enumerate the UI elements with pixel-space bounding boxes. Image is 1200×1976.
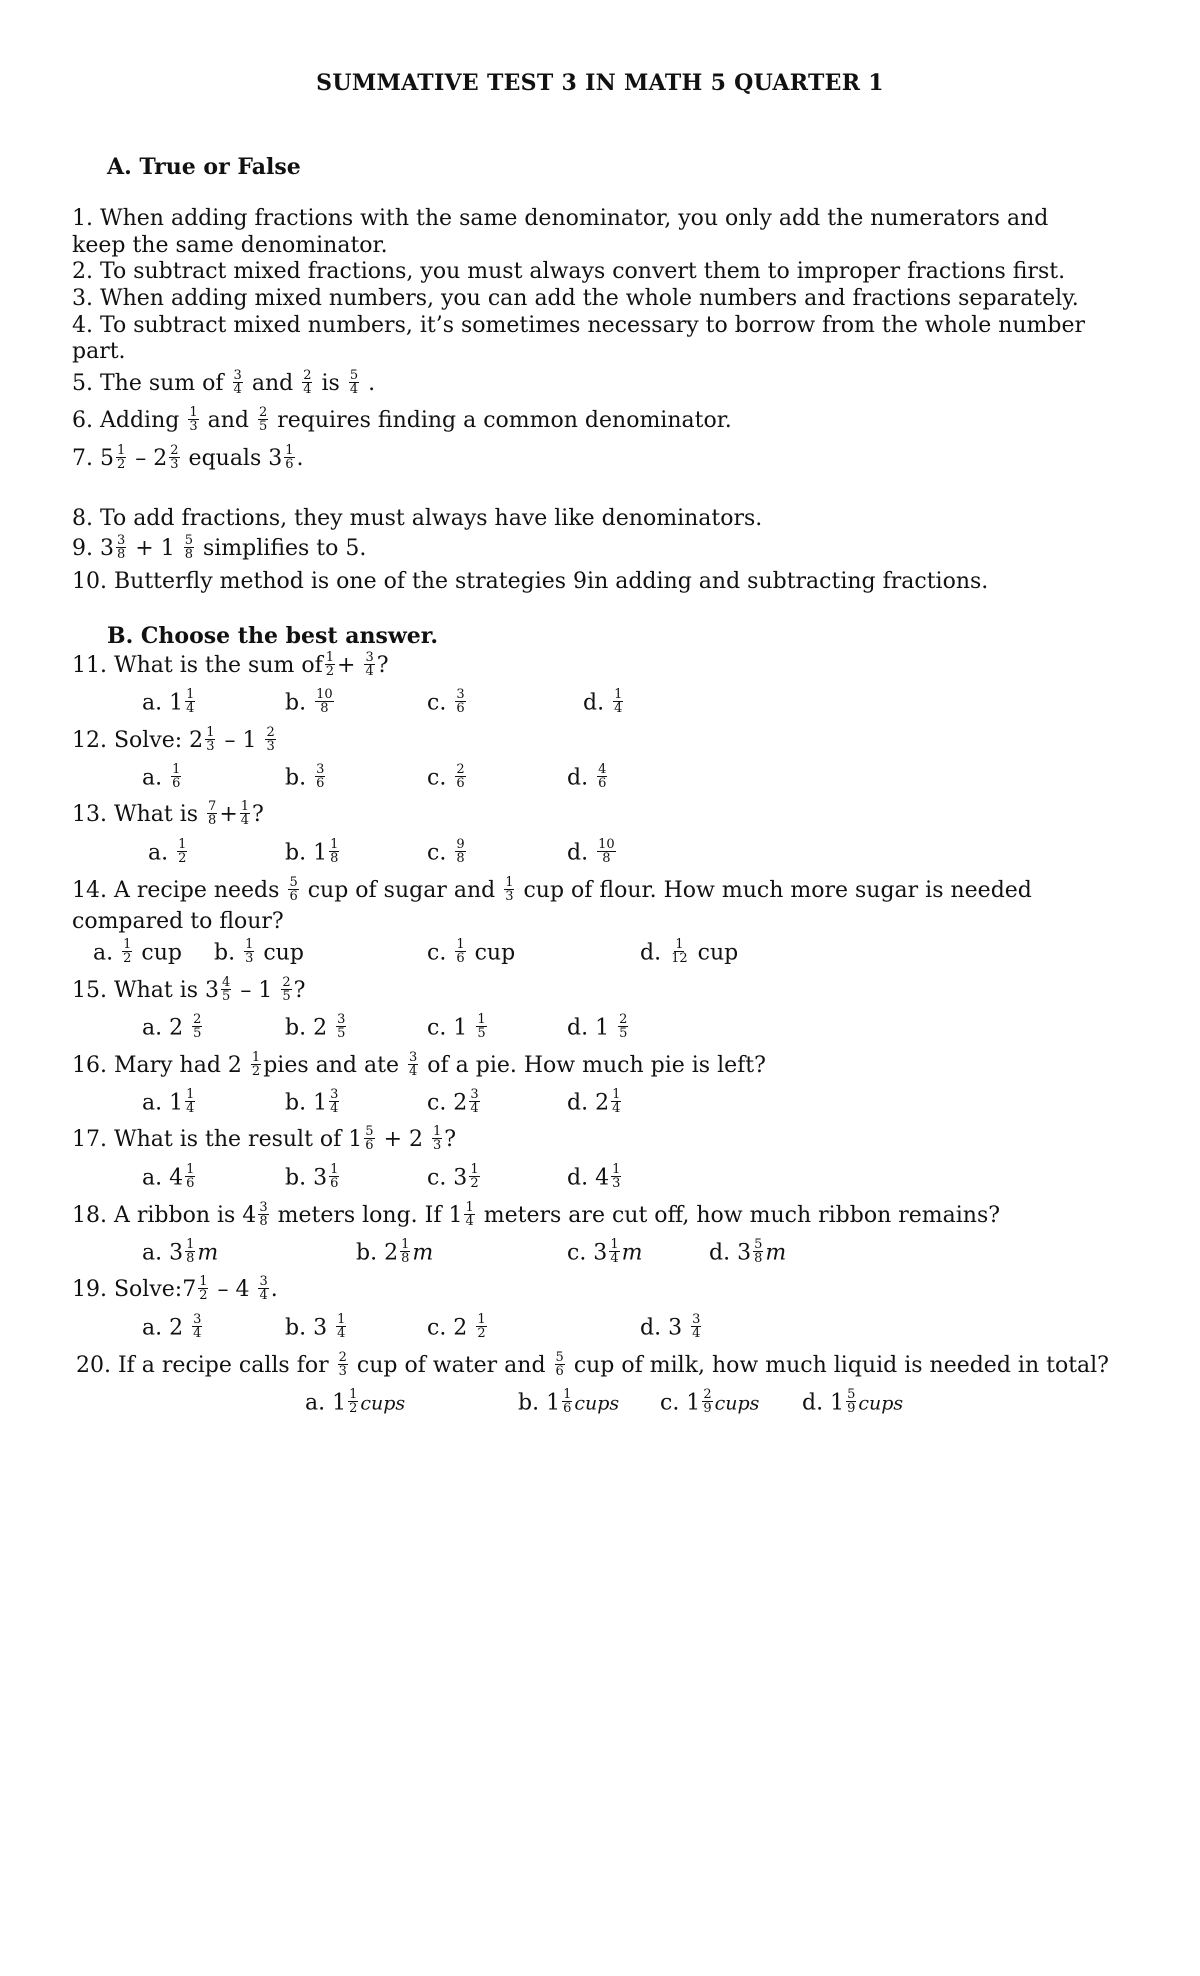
fraction: $\frac{3}{6}$ [316,762,325,791]
fraction: $\frac{1}{4}$ [240,798,250,828]
fraction: $\frac{4}{6}$ [598,762,607,791]
q20-option-d: d. 1 $\frac{5}{9}$ cups [802,1387,904,1416]
q18-option-c: c. 3 $\frac{1}{4}$ m [567,1237,643,1266]
fraction: $\frac{3}{4}$ [408,1049,418,1079]
fraction: $\frac{1}{2}$ [470,1162,479,1191]
fraction: $\frac{3}{8}$ [116,532,126,562]
fraction: $\frac{2}{3}$ [266,724,275,754]
q11-option-c: c. $\frac{3}{6}$ [427,687,465,716]
fraction: $\frac{3}{4}$ [365,649,374,679]
fraction: $\frac{1}{2}$ [199,1273,208,1303]
fraction: $\frac{1}{2}$ [349,1387,358,1416]
q13-option-c: c. $\frac{9}{8}$ [427,837,465,866]
tf-question-1-line1: 1. When adding fractions with the same denominator, you only add the numerators and [72,206,1049,231]
fraction: $\frac{1}{6}$ [172,762,181,791]
mc-question-12: 12. Solve: 2 $\frac{1}{3}$ – 1 $\frac{2}{3}$ [72,724,275,754]
q13-option-d: d. $\frac{10}{8}$ [567,837,615,866]
q12-option-a: a. $\frac{1}{6}$ [142,762,181,791]
fraction: $\frac{1}{3}$ [433,1123,442,1153]
fraction: $\frac{1}{6}$ [330,1162,339,1191]
section-b-heading: B. Choose the best answer. [107,623,439,649]
mc-question-15: 15. What is 3 $\frac{4}{5}$ – 1 $\frac{2}{5}$ ? [72,974,306,1004]
q14-option-b: b. $\frac{1}{3}$ cup [214,937,304,966]
fraction: $\frac{1}{4}$ [465,1199,474,1229]
section-a-heading: A. True or False [107,154,301,180]
tf-question-1-line2: keep the same denominator. [72,233,388,258]
mc-question-19: 19. Solve:7 $\frac{1}{2}$ – 4 $\frac{3}{4}$ . [72,1273,278,1303]
q12-option-d: d. $\frac{4}{6}$ [567,762,607,791]
mc-question-18: 18. A ribbon is 4 $\frac{3}{8}$ meters long. If 1 $\frac{1}{4}$ meters are cut off, how much ribbon remains? [72,1199,1001,1229]
fraction: $\frac{2}{3}$ [170,442,179,472]
q19-option-a: a. 2 $\frac{3}{4}$ [142,1312,202,1341]
fraction: $\frac{5}{8}$ [184,532,193,562]
fraction: $\frac{1}{3}$ [189,404,198,434]
q15-option-b: b. 2 $\frac{3}{5}$ [285,1012,346,1041]
fraction: $\frac{2}{6}$ [456,762,465,791]
q17-option-b: b. 3 $\frac{1}{6}$ [285,1162,339,1191]
fraction: $\frac{2}{5}$ [282,974,291,1004]
fraction: $\frac{1}{4}$ [186,1087,195,1116]
q15-option-a: a. 2 $\frac{2}{5}$ [142,1012,202,1041]
fraction: $\frac{1}{6}$ [285,442,294,472]
q19-option-b: b. 3 $\frac{1}{4}$ [285,1312,346,1341]
fraction: $\frac{3}{4}$ [692,1312,701,1341]
q12-option-c: c. $\frac{2}{6}$ [427,762,465,791]
q16-option-b: b. 1 $\frac{3}{4}$ [285,1087,339,1116]
q20-option-a: a. 1 $\frac{1}{2}$ cups [305,1387,406,1416]
fraction: $\frac{1}{3}$ [206,724,215,754]
fraction: $\frac{3}{4}$ [193,1312,202,1341]
fraction: $\frac{1}{3}$ [505,874,514,904]
q17-option-a: a. 4 $\frac{1}{6}$ [142,1162,195,1191]
mc-question-11: 11. What is the sum of $\frac{1}{2}$ + $\frac{3}{4}$ ? [72,649,389,679]
tf-question-9: 9. 3 $\frac{3}{8}$ + 1 $\frac{5}{8}$ simplifies to 5. [72,532,367,562]
fraction: $\frac{3}{8}$ [259,1199,268,1229]
tf-question-4-line2: part. [72,339,126,364]
q16-option-a: a. 1 $\frac{1}{4}$ [142,1087,195,1116]
q14-option-c: c. $\frac{1}{6}$ cup [427,937,516,966]
fraction: $\frac{2}{9}$ [703,1387,712,1416]
fraction: $\frac{5}{8}$ [754,1237,763,1266]
tf-question-6: 6. Adding $\frac{1}{3}$ and $\frac{2}{5}$ requires finding a common denominator. [72,404,732,434]
q13-option-b: b. 1 $\frac{1}{8}$ [285,837,339,866]
q11-option-b: b. $\frac{10}{8}$ [285,687,333,716]
tf-question-7: 7. 5 $\frac{1}{2}$ – 2 $\frac{2}{3}$ equals 3 $\frac{1}{6}$ . [72,442,304,472]
q17-option-c: c. 3 $\frac{1}{2}$ [427,1162,479,1191]
q20-option-c: c. 1 $\frac{2}{9}$ cups [660,1387,760,1416]
fraction: $\frac{3}{4}$ [233,367,242,397]
q14-option-d: d. $\frac{1}{12}$ cup [640,937,739,966]
q18-option-d: d. 3 $\frac{5}{8}$ m [709,1237,787,1266]
mc-question-13: 13. What is $\frac{7}{8}$ + $\frac{1}{4}$ ? [72,798,264,828]
mc-question-17: 17. What is the result of 1 $\frac{5}{6}$ + 2 $\frac{1}{3}$ ? [72,1123,457,1153]
fraction: $\frac{2}{5}$ [258,404,268,434]
fraction: $\frac{3}{4}$ [259,1273,268,1303]
fraction: $\frac{1}{4}$ [337,1312,346,1341]
fraction: $\frac{1}{6}$ [456,937,465,966]
fraction: $\frac{1}{2}$ [178,837,187,866]
fraction: $\frac{1}{2}$ [251,1049,261,1079]
fraction: $\frac{1}{4}$ [610,1237,619,1266]
q11-option-d: d. $\frac{1}{4}$ [583,687,623,716]
tf-question-4-line1: 4. To subtract mixed numbers, it’s sometimes necessary to borrow from the whole number [72,313,1086,338]
fraction: $\frac{9}{8}$ [456,837,465,866]
fraction: $\frac{1}{6}$ [563,1387,572,1416]
q14-option-a: a. $\frac{1}{2}$ cup [93,937,182,966]
fraction: $\frac{1}{12}$ [671,937,688,966]
fraction: $\frac{1}{3}$ [612,1162,621,1191]
q17-option-d: d. 4 $\frac{1}{3}$ [567,1162,621,1191]
fraction: $\frac{5}{9}$ [847,1387,856,1416]
tf-question-5: 5. The sum of $\frac{3}{4}$ and $\frac{2}{4}$ is $\frac{5}{4}$ . [72,367,376,397]
tf-question-8: 8. To add fractions, they must always have like denominators. [72,506,763,531]
fraction: $\frac{1}{6}$ [186,1162,195,1191]
q16-option-c: c. 2 $\frac{3}{4}$ [427,1087,479,1116]
fraction: $\frac{3}{4}$ [470,1087,479,1116]
fraction: $\frac{1}{2}$ [325,649,335,679]
q20-option-b: b. 1 $\frac{1}{6}$ cups [518,1387,620,1416]
fraction: $\frac{5}{6}$ [555,1349,564,1379]
fraction: $\frac{3}{4}$ [330,1087,339,1116]
q15-option-d: d. 1 $\frac{2}{5}$ [567,1012,628,1041]
mc-question-14-line1: 14. A recipe needs $\frac{5}{6}$ cup of sugar and $\frac{1}{3}$ cup of flour. How much more sugar is needed [72,874,1032,904]
fraction: $\frac{1}{4}$ [186,687,195,716]
mc-question-16: 16. Mary had 2 $\frac{1}{2}$ pies and ate $\frac{3}{4}$ of a pie. How much pie is left? [72,1049,766,1079]
fraction: $\frac{3}{5}$ [337,1012,346,1041]
q18-option-b: b. 2 $\frac{1}{8}$ m [356,1237,434,1266]
q11-option-a: a. 1 $\frac{1}{4}$ [142,687,195,716]
fraction: $\frac{3}{6}$ [456,687,465,716]
fraction: $\frac{1}{8}$ [401,1237,410,1266]
fraction: $\frac{1}{4}$ [614,687,623,716]
fraction: $\frac{5}{4}$ [349,367,359,397]
q18-option-a: a. 3 $\frac{1}{8}$ m [142,1237,219,1266]
fraction: $\frac{2}{4}$ [303,367,312,397]
q12-option-b: b. $\frac{3}{6}$ [285,762,325,791]
q19-option-c: c. 2 $\frac{1}{2}$ [427,1312,486,1341]
fraction: $\frac{2}{5}$ [193,1012,202,1041]
mc-question-20: 20. If a recipe calls for $\frac{2}{3}$ cup of water and $\frac{5}{6}$ cup of milk, how much liquid is needed in total? [76,1349,1109,1379]
page-title: SUMMATIVE TEST 3 IN MATH 5 QUARTER 1 [316,70,884,96]
tf-question-2: 2. To subtract mixed fractions, you must always convert them to improper fractions first. [72,259,1066,284]
fraction: $\frac{1}{8}$ [186,1237,195,1266]
fraction: $\frac{2}{3}$ [338,1349,347,1379]
q15-option-c: c. 1 $\frac{1}{5}$ [427,1012,486,1041]
q13-option-a: a. $\frac{1}{2}$ [148,837,187,866]
mc-question-14-line2: compared to flour? [72,909,284,934]
fraction: $\frac{1}{2}$ [123,937,132,966]
fraction: $\frac{5}{6}$ [289,874,298,904]
fraction: $\frac{1}{3}$ [245,937,254,966]
fraction: $\frac{7}{8}$ [208,798,217,828]
tf-question-3: 3. When adding mixed numbers, you can add the whole numbers and fractions separately. [72,286,1079,311]
fraction: $\frac{10}{8}$ [598,837,615,866]
fraction: $\frac{2}{5}$ [619,1012,628,1041]
fraction: $\frac{1}{2}$ [477,1312,486,1341]
fraction: $\frac{1}{4}$ [612,1087,621,1116]
q16-option-d: d. 2 $\frac{1}{4}$ [567,1087,621,1116]
fraction: $\frac{1}{5}$ [477,1012,486,1041]
q19-option-d: d. 3 $\frac{3}{4}$ [640,1312,701,1341]
fraction: $\frac{5}{6}$ [365,1123,374,1153]
fraction: $\frac{1}{2}$ [116,442,126,472]
tf-question-10: 10. Butterfly method is one of the strategies 9in adding and subtracting fractions. [72,569,989,594]
fraction: $\frac{1}{8}$ [330,837,339,866]
fraction: $\frac{4}{5}$ [222,974,231,1004]
fraction: $\frac{10}{8}$ [316,687,333,716]
